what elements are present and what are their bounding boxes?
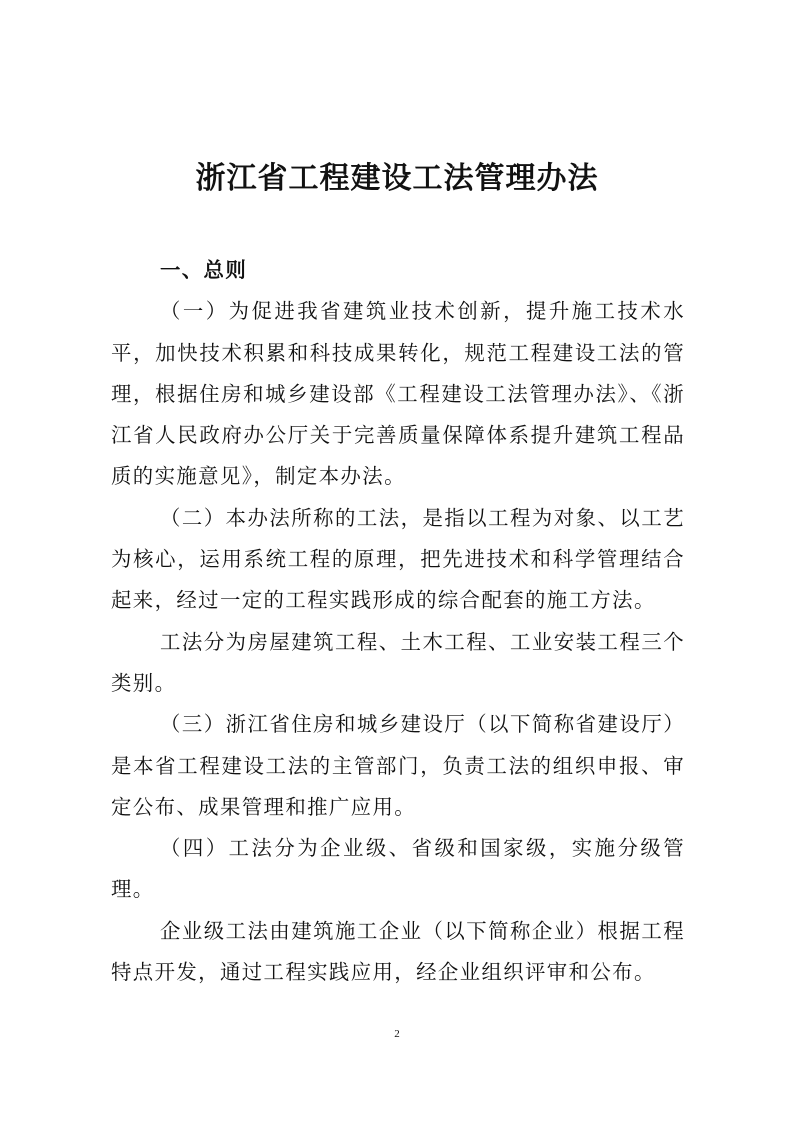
paragraph-1: （一）为促进我省建筑业技术创新，提升施工技术水平，加快技术积累和科技成果转化，规范工程建设工法的管理，根据住房和城乡建设部《工程建设工法管理办法》、《浙江省人民政府办公厅关于完善质量保障体系提升建筑工程品质的实施意见》，制定本办法。	[111, 299, 685, 489]
paragraph-5: （四）工法分为企业级、省级和国家级，实施分级管理。	[111, 836, 685, 902]
paragraph-3: 工法分为房屋建筑工程、土木工程、工业安装工程三个类别。	[111, 629, 685, 695]
paragraph-6: 企业级工法由建筑施工企业（以下简称企业）根据工程特点开发，通过工程实践应用，经企业组织评审和公布。	[111, 918, 685, 985]
paragraph-4: （三）浙江省住房和城乡建设厅（以下简称省建设厅）是本省工程建设工法的主管部门，负责工法的组织申报、审定公布、成果管理和推广应用。	[111, 712, 685, 819]
page-number: 2	[394, 1028, 400, 1040]
document-body	[111, 250, 685, 993]
paragraph-2: （二）本办法所称的工法，是指以工程为对象、以工艺为核心，运用系统工程的原理，把先进技术和科学管理结合起来，经过一定的工程实践形成的综合配套的施工方法。	[111, 505, 685, 613]
section-heading: 一、总则	[159, 258, 248, 282]
document-title: 浙江省工程建设工法管理办法	[195, 161, 599, 196]
